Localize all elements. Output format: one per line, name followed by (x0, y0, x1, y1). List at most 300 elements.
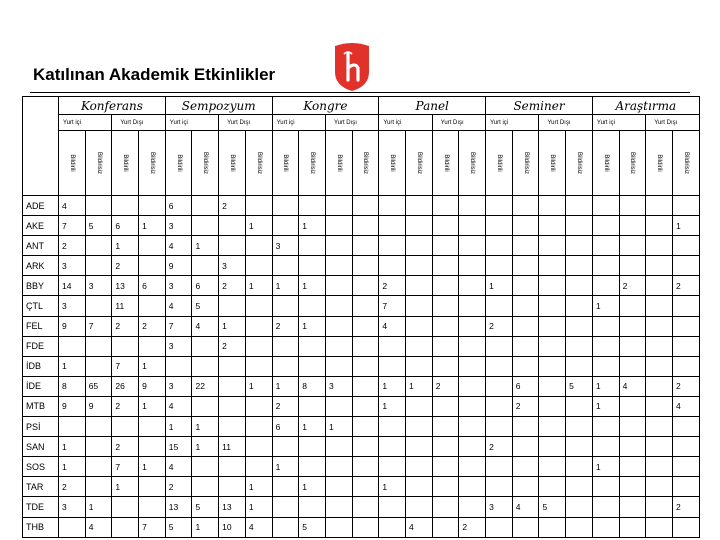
table-cell (512, 477, 539, 497)
table-cell (379, 356, 406, 376)
table-cell (432, 296, 459, 316)
table-cell (85, 196, 112, 216)
table-row (23, 256, 700, 276)
table-cell (512, 437, 539, 457)
table-cell (272, 517, 299, 537)
table-cell (539, 376, 566, 396)
table-cell: 1 (139, 457, 166, 477)
table-cell (619, 316, 646, 336)
table-cell: 5 (299, 517, 326, 537)
table-cell: 7 (112, 457, 139, 477)
column-label: Bildirisiz (202, 151, 209, 175)
table-cell: 1 (219, 316, 246, 336)
table-cell (272, 256, 299, 276)
table-cell (486, 457, 513, 477)
column-label-cell (459, 131, 486, 196)
table-cell: 1 (139, 356, 166, 376)
table-cell: 4 (406, 517, 433, 537)
table-cell: 7 (139, 517, 166, 537)
table-cell (646, 437, 673, 457)
table-cell (325, 356, 352, 376)
table-cell (486, 296, 513, 316)
column-label: Bildirisiz (522, 151, 529, 175)
table-cell (566, 296, 593, 316)
table-cell (272, 497, 299, 517)
group-header-row (23, 97, 700, 115)
table-cell (566, 276, 593, 296)
table-cell: 4 (59, 196, 86, 216)
table-cell: 2 (165, 477, 192, 497)
table-cell (219, 396, 246, 416)
table-cell: 3 (272, 236, 299, 256)
table-cell (646, 376, 673, 396)
table-cell: 1 (299, 477, 326, 497)
table-cell (512, 457, 539, 477)
table-cell: 2 (379, 276, 406, 296)
table-cell: 1 (245, 276, 272, 296)
table-row (23, 216, 700, 236)
column-label: Bildirisiz (629, 151, 636, 175)
table-cell (619, 356, 646, 376)
table-cell (272, 437, 299, 457)
table-cell (566, 216, 593, 236)
column-label-cell (219, 131, 246, 196)
table-cell (139, 437, 166, 457)
table-cell (566, 477, 593, 497)
table-cell (352, 396, 379, 416)
table-cell (566, 497, 593, 517)
table-cell (432, 196, 459, 216)
table-cell (432, 517, 459, 537)
table-cell: 4 (672, 396, 699, 416)
table-cell (486, 376, 513, 396)
table-cell (619, 256, 646, 276)
table-cell: 3 (59, 497, 86, 517)
table-cell: 13 (112, 276, 139, 296)
table-cell: 2 (459, 517, 486, 537)
table-cell: 1 (272, 457, 299, 477)
table-cell (325, 477, 352, 497)
row-header: TAR (23, 477, 59, 497)
table-cell (619, 457, 646, 477)
table-cell (619, 437, 646, 457)
column-label-cell (539, 131, 566, 196)
table-cell: 1 (245, 376, 272, 396)
table-cell (406, 296, 433, 316)
table-cell (646, 356, 673, 376)
table-cell (245, 457, 272, 477)
table-cell: 1 (299, 417, 326, 437)
table-cell (432, 276, 459, 296)
table-cell (299, 396, 326, 416)
table-cell: 65 (85, 376, 112, 396)
table-cell: 1 (592, 376, 619, 396)
table-cell: 2 (112, 256, 139, 276)
table-cell: 2 (139, 316, 166, 336)
table-cell (459, 356, 486, 376)
table-cell (352, 356, 379, 376)
table-cell: 1 (245, 216, 272, 236)
group-header-seminer: Seminer (486, 97, 593, 115)
table-cell (672, 457, 699, 477)
table-cell (406, 417, 433, 437)
table-cell (245, 296, 272, 316)
table-cell (512, 196, 539, 216)
column-label-cell (352, 131, 379, 196)
table-cell: 9 (59, 316, 86, 336)
subgroup-label: Yurt Dışı (440, 119, 464, 126)
table-cell (512, 236, 539, 256)
table-cell: 1 (139, 396, 166, 416)
column-label: Bildirisiz (95, 151, 102, 175)
table-cell (379, 517, 406, 537)
table-cell: 13 (219, 497, 246, 517)
table-cell (432, 336, 459, 356)
row-header: ARK (23, 256, 59, 276)
table-cell (406, 216, 433, 236)
table-cell: 1 (192, 437, 219, 457)
table-cell (85, 336, 112, 356)
table-cell (672, 316, 699, 336)
table-cell (325, 457, 352, 477)
table-cell (646, 417, 673, 437)
table-cell: 2 (512, 396, 539, 416)
subgroup-header (112, 115, 165, 131)
table-cell (192, 477, 219, 497)
table-cell (352, 236, 379, 256)
table-cell (432, 356, 459, 376)
table-cell (459, 196, 486, 216)
table-cell (459, 256, 486, 276)
group-header-aras-t-rma: Araştırma (592, 97, 699, 115)
table-row (23, 457, 700, 477)
activities-table (22, 96, 700, 538)
hacettepe-logo (331, 42, 373, 92)
table-cell (192, 457, 219, 477)
table-cell: 9 (165, 256, 192, 276)
table-row (23, 356, 700, 376)
table-cell (325, 396, 352, 416)
column-label-cell (566, 131, 593, 196)
table-cell: 4 (85, 517, 112, 537)
table-cell: 3 (165, 276, 192, 296)
table-cell: 3 (165, 376, 192, 396)
table-cell: 1 (59, 356, 86, 376)
table-cell (432, 497, 459, 517)
table-cell (592, 497, 619, 517)
row-header: FDE (23, 336, 59, 356)
table-cell (165, 356, 192, 376)
table-cell (406, 336, 433, 356)
column-label-cell (592, 131, 619, 196)
table-cell (432, 437, 459, 457)
table-cell: 3 (59, 256, 86, 276)
table-cell: 2 (59, 236, 86, 256)
subgroup-label: Yurt içi (383, 119, 402, 126)
table-cell (646, 517, 673, 537)
column-label: Bildirili (442, 154, 449, 172)
table-cell (592, 417, 619, 437)
table-cell: 7 (59, 216, 86, 236)
table-cell: 11 (219, 437, 246, 457)
table-cell (619, 196, 646, 216)
table-row (23, 276, 700, 296)
table-cell (85, 256, 112, 276)
table-cell: 5 (165, 517, 192, 537)
table-cell (299, 336, 326, 356)
table-cell (539, 437, 566, 457)
table-cell: 1 (165, 417, 192, 437)
table-cell (406, 196, 433, 216)
column-label: Bildirisiz (415, 151, 422, 175)
table-cell (85, 236, 112, 256)
table-cell: 3 (325, 376, 352, 396)
table-cell (672, 517, 699, 537)
table-cell (486, 236, 513, 256)
table-cell (486, 196, 513, 216)
column-label-cell (432, 131, 459, 196)
table-cell (325, 236, 352, 256)
table-cell (592, 437, 619, 457)
table-cell (459, 296, 486, 316)
table-cell (566, 196, 593, 216)
column-label: Bildirili (656, 154, 663, 172)
table-cell (432, 216, 459, 236)
table-cell (379, 417, 406, 437)
table-cell (379, 236, 406, 256)
table-cell (85, 356, 112, 376)
table-cell: 3 (486, 497, 513, 517)
table-cell (432, 396, 459, 416)
table-cell: 1 (592, 396, 619, 416)
table-cell (539, 256, 566, 276)
table-cell (459, 376, 486, 396)
column-label-row (23, 131, 700, 196)
column-label-cell (486, 131, 513, 196)
table-cell: 3 (165, 216, 192, 236)
table-cell (672, 437, 699, 457)
table-cell (352, 376, 379, 396)
table-cell (325, 216, 352, 236)
table-cell (566, 256, 593, 276)
table-cell (432, 477, 459, 497)
table-cell (379, 437, 406, 457)
column-label-cell (406, 131, 433, 196)
column-label-cell (379, 131, 406, 196)
table-cell (352, 497, 379, 517)
table-cell: 10 (219, 517, 246, 537)
subgroup-header (219, 115, 272, 131)
table-cell (352, 276, 379, 296)
column-label-cell (59, 131, 86, 196)
table-cell (459, 417, 486, 437)
table-cell (406, 316, 433, 336)
column-label: Bildirili (175, 154, 182, 172)
table-cell (139, 417, 166, 437)
table-cell: 1 (486, 276, 513, 296)
table-cell (299, 457, 326, 477)
subgroup-label: Yurt içi (596, 119, 615, 126)
table-row (23, 517, 700, 537)
column-label: Bildirili (282, 154, 289, 172)
table-cell (192, 356, 219, 376)
table-row (23, 396, 700, 416)
table-cell: 8 (299, 376, 326, 396)
table-cell (219, 236, 246, 256)
column-label-cell (112, 131, 139, 196)
table-cell: 2 (432, 376, 459, 396)
table-cell (459, 477, 486, 497)
table-cell: 2 (112, 316, 139, 336)
table-cell: 3 (59, 296, 86, 316)
table-cell (406, 437, 433, 457)
table-cell (325, 316, 352, 336)
column-label: Bildirisiz (148, 151, 155, 175)
table-row (23, 376, 700, 396)
table-cell (592, 517, 619, 537)
table-cell (539, 396, 566, 416)
row-header: BBY (23, 276, 59, 296)
table-cell: 9 (59, 396, 86, 416)
table-cell (325, 336, 352, 356)
table-cell: 7 (85, 316, 112, 336)
table-cell (672, 236, 699, 256)
table-cell (592, 316, 619, 336)
table-cell (325, 296, 352, 316)
table-cell (299, 497, 326, 517)
table-cell: 2 (59, 477, 86, 497)
table-cell (646, 316, 673, 336)
table-cell (219, 376, 246, 396)
table-cell (139, 336, 166, 356)
table-cell (406, 356, 433, 376)
table-cell (486, 517, 513, 537)
table-row (23, 196, 700, 216)
table-cell (219, 356, 246, 376)
table-cell: 15 (165, 437, 192, 457)
subgroup-label: Yurt içi (63, 119, 82, 126)
table-cell (539, 477, 566, 497)
table-cell (539, 417, 566, 437)
table-cell (139, 196, 166, 216)
table-cell (592, 196, 619, 216)
table-cell (299, 236, 326, 256)
column-label-cell (245, 131, 272, 196)
table-cell (512, 216, 539, 236)
column-label-cell (325, 131, 352, 196)
table-cell (539, 216, 566, 236)
table-cell: 1 (379, 396, 406, 416)
table-cell (512, 417, 539, 437)
table-cell (299, 356, 326, 376)
table-cell: 6 (272, 417, 299, 437)
subgroup-label: Yurt içi (490, 119, 509, 126)
table-cell (672, 477, 699, 497)
column-label: Bildirili (602, 154, 609, 172)
table-cell (406, 256, 433, 276)
table-cell: 1 (299, 316, 326, 336)
table-cell (512, 316, 539, 336)
table-cell: 2 (219, 196, 246, 216)
table-cell (619, 517, 646, 537)
column-label-cell (619, 131, 646, 196)
table-cell (112, 196, 139, 216)
table-cell (352, 316, 379, 336)
table-cell (299, 296, 326, 316)
table-cell (112, 517, 139, 537)
table-cell (192, 396, 219, 416)
table-cell (352, 437, 379, 457)
table-cell: 14 (59, 276, 86, 296)
table-cell: 1 (592, 457, 619, 477)
title-rule (30, 92, 690, 93)
table-cell (566, 356, 593, 376)
column-label: Bildirisiz (362, 151, 369, 175)
row-header: ADE (23, 196, 59, 216)
group-header-kongre: Kongre (272, 97, 379, 115)
group-header-sempozyum: Sempozyum (165, 97, 272, 115)
table-cell (85, 437, 112, 457)
table-cell (459, 457, 486, 477)
table-cell: 2 (486, 316, 513, 336)
table-cell: 7 (112, 356, 139, 376)
table-cell (245, 356, 272, 376)
row-header: TDE (23, 497, 59, 517)
table-cell (539, 196, 566, 216)
table-cell (592, 336, 619, 356)
table-cell (85, 417, 112, 437)
column-label: Bildirisiz (682, 151, 689, 175)
table-cell: 7 (379, 296, 406, 316)
table-cell (325, 497, 352, 517)
table-cell (352, 457, 379, 477)
table-cell (566, 437, 593, 457)
table-cell: 2 (219, 336, 246, 356)
subgroup-header (592, 115, 645, 131)
subgroup-label: Yurt Dışı (333, 119, 357, 126)
subgroup-header (539, 115, 592, 131)
table-cell (85, 457, 112, 477)
table-cell: 1 (245, 497, 272, 517)
table-cell (459, 497, 486, 517)
column-label-cell (85, 131, 112, 196)
table-cell: 5 (539, 497, 566, 517)
column-label: Bildirisiz (469, 151, 476, 175)
table-cell: 1 (406, 376, 433, 396)
table-cell (432, 236, 459, 256)
table-cell (512, 276, 539, 296)
table-cell (619, 396, 646, 416)
table-cell (512, 356, 539, 376)
table-cell (672, 356, 699, 376)
subgroup-label: Yurt içi (169, 119, 188, 126)
table-cell: 1 (245, 477, 272, 497)
table-cell (432, 256, 459, 276)
table-cell (139, 477, 166, 497)
table-cell: 8 (59, 376, 86, 396)
corner-cell (23, 97, 59, 196)
table-cell (245, 336, 272, 356)
table-cell (592, 477, 619, 497)
subgroup-label: Yurt Dışı (120, 119, 144, 126)
table-cell: 26 (112, 376, 139, 396)
column-label-cell (646, 131, 673, 196)
table-cell (646, 336, 673, 356)
table-cell (672, 196, 699, 216)
column-label: Bildirili (335, 154, 342, 172)
subgroup-header-row (23, 115, 700, 131)
table-cell (486, 336, 513, 356)
